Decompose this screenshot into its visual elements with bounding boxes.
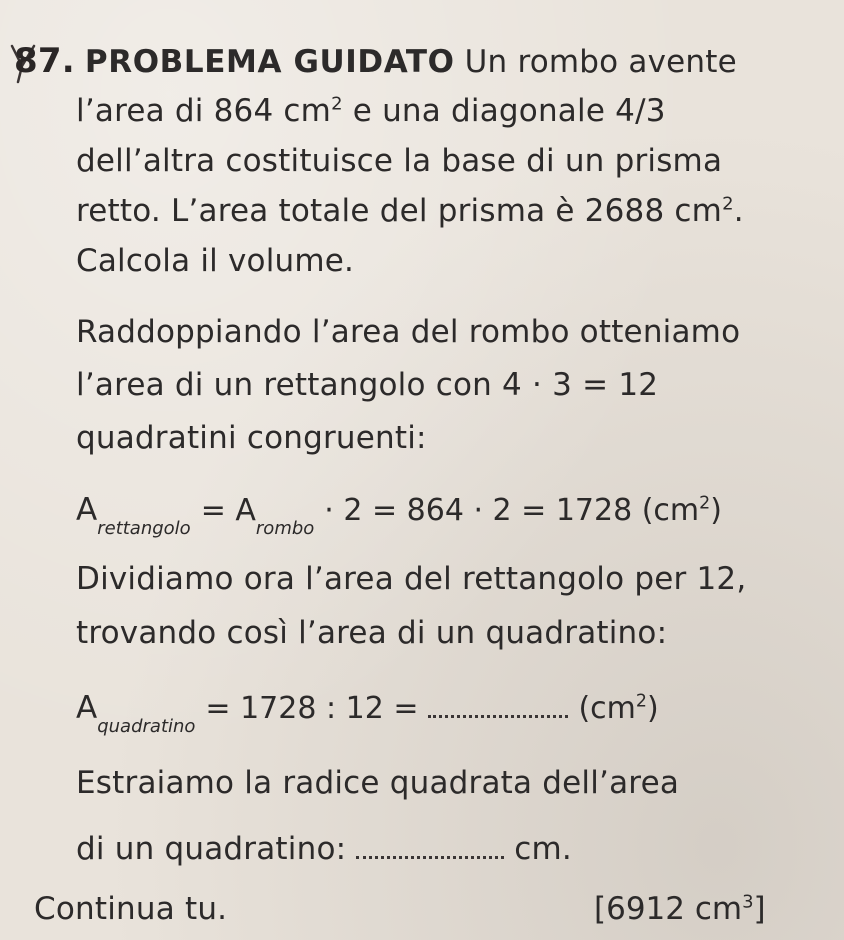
superscript: 2: [722, 193, 734, 215]
problem-header: [14, 42, 737, 81]
formula-symbol: = A: [200, 493, 256, 528]
diagonal-text: e una diagonale 4/3: [342, 93, 666, 129]
answer-blank[interactable]: [356, 834, 504, 859]
superscript: 2: [635, 691, 647, 712]
formula-subscript: rombo: [255, 518, 315, 539]
step-line-2: l’area di un rettangolo con 4 · 3 = 12: [76, 367, 659, 403]
rhombus-area-text: l’area di 864 cm: [76, 93, 332, 129]
answer-blank[interactable]: [428, 693, 568, 718]
problem-text-line-5: Calcola il volume.: [76, 243, 355, 279]
total-area-text: retto. L’area totale del prisma è 2688 cm: [76, 193, 723, 229]
step-line-3: quadratini congruenti:: [76, 420, 427, 456]
problem-number: 87.: [14, 41, 75, 81]
problem-text-line-4: [76, 192, 744, 230]
formula-square-area: [76, 688, 659, 737]
step-line-1: Raddoppiando l’area del rombo otteniamo: [76, 314, 741, 350]
superscript: 2: [331, 93, 343, 115]
formula-paren: ): [710, 493, 722, 528]
formula-expression: · 2 = 864 · 2 = 1728 (cm: [324, 493, 700, 528]
formula-unit: (cm: [578, 691, 636, 726]
formula-subscript: rettangolo: [97, 518, 191, 539]
formula-subscript: quadratino: [97, 716, 196, 737]
superscript: 2: [699, 493, 711, 514]
square-root-text: di un quadratino:: [76, 831, 347, 867]
step-line-6: Estraiamo la radice quadrata dell’area: [76, 765, 680, 801]
unit-text: cm.: [514, 831, 572, 867]
formula-expression: = 1728 : 12 =: [205, 691, 419, 726]
problem-text-line-1: Un rombo avente: [464, 44, 737, 80]
step-line-5: trovando così l’area di un quadratino:: [76, 615, 668, 651]
continue-text: Continua tu.: [34, 891, 228, 927]
step-line-4: Dividiamo ora l’area del rettangolo per 12,: [76, 561, 747, 597]
problem-title: PROBLEMA GUIDATO: [84, 44, 455, 80]
problem-text-line-3: dell’altra costituisce la base di un prisma: [76, 143, 723, 179]
step-line-7: [76, 830, 572, 868]
formula-symbol: A: [76, 492, 98, 528]
superscript: 3: [742, 891, 754, 913]
problem-text-line-2: [76, 92, 666, 130]
formula-symbol: A: [76, 690, 98, 726]
period: .: [733, 193, 744, 229]
final-answer: [594, 890, 766, 928]
answer-value: [6912 cm: [594, 891, 743, 927]
answer-bracket: ]: [753, 891, 766, 927]
formula-paren: ): [646, 691, 659, 726]
formula-rectangle-area: [76, 490, 722, 539]
